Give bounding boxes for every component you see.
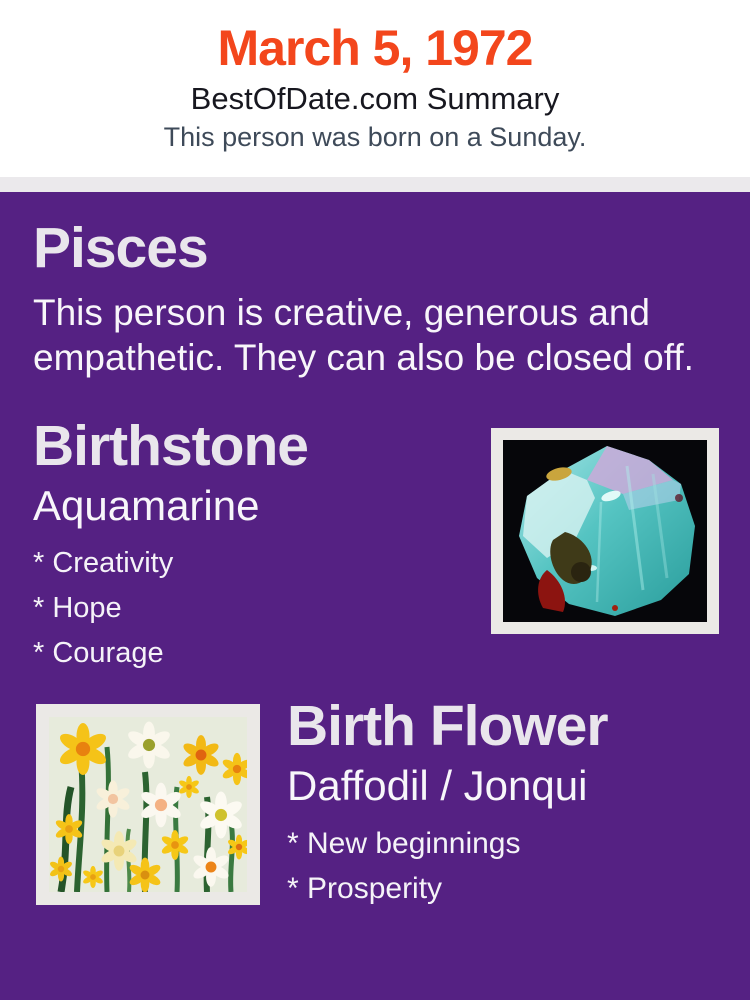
birthstone-section — [33, 413, 719, 676]
birthstone-text — [33, 413, 308, 676]
zodiac-section — [33, 218, 719, 380]
aquamarine-stone-image — [503, 440, 707, 622]
site-summary: BestOfDate.com Summary — [190, 81, 560, 116]
birthstone-trait: * Hope — [33, 591, 122, 624]
weekday-note: This person was born on a Sunday. — [163, 121, 587, 152]
birth-flower-heading: Birth Flower — [287, 693, 608, 758]
date-title: March 5, 1972 — [217, 20, 533, 76]
header — [0, 0, 750, 177]
birthstone-image-frame — [491, 428, 719, 634]
birth-flower-trait: * Prosperity — [287, 871, 443, 905]
birthstone-trait: * Creativity — [33, 546, 174, 579]
birth-flower-name: Daffodil / Jonqui — [287, 762, 588, 810]
birth-flower-trait: * New beginnings — [287, 826, 521, 860]
zodiac-description: This person is creative, generous and empathetic. They can also be closed off. — [33, 291, 694, 378]
birthstone-trait-list — [33, 541, 308, 676]
zodiac-name: Pisces — [33, 216, 208, 280]
birth-flower-section — [33, 693, 719, 911]
birthstone-trait: * Courage — [33, 636, 164, 669]
birth-flower-trait-list — [287, 821, 608, 911]
birthstone-name: Aquamarine — [33, 482, 260, 530]
main-panel — [0, 192, 750, 1000]
birth-flower-text — [287, 693, 608, 911]
birth-flower-image-frame — [36, 704, 260, 905]
birthstone-heading: Birthstone — [33, 413, 308, 478]
header-divider — [0, 177, 750, 192]
daffodil-flowers-image — [49, 717, 247, 892]
